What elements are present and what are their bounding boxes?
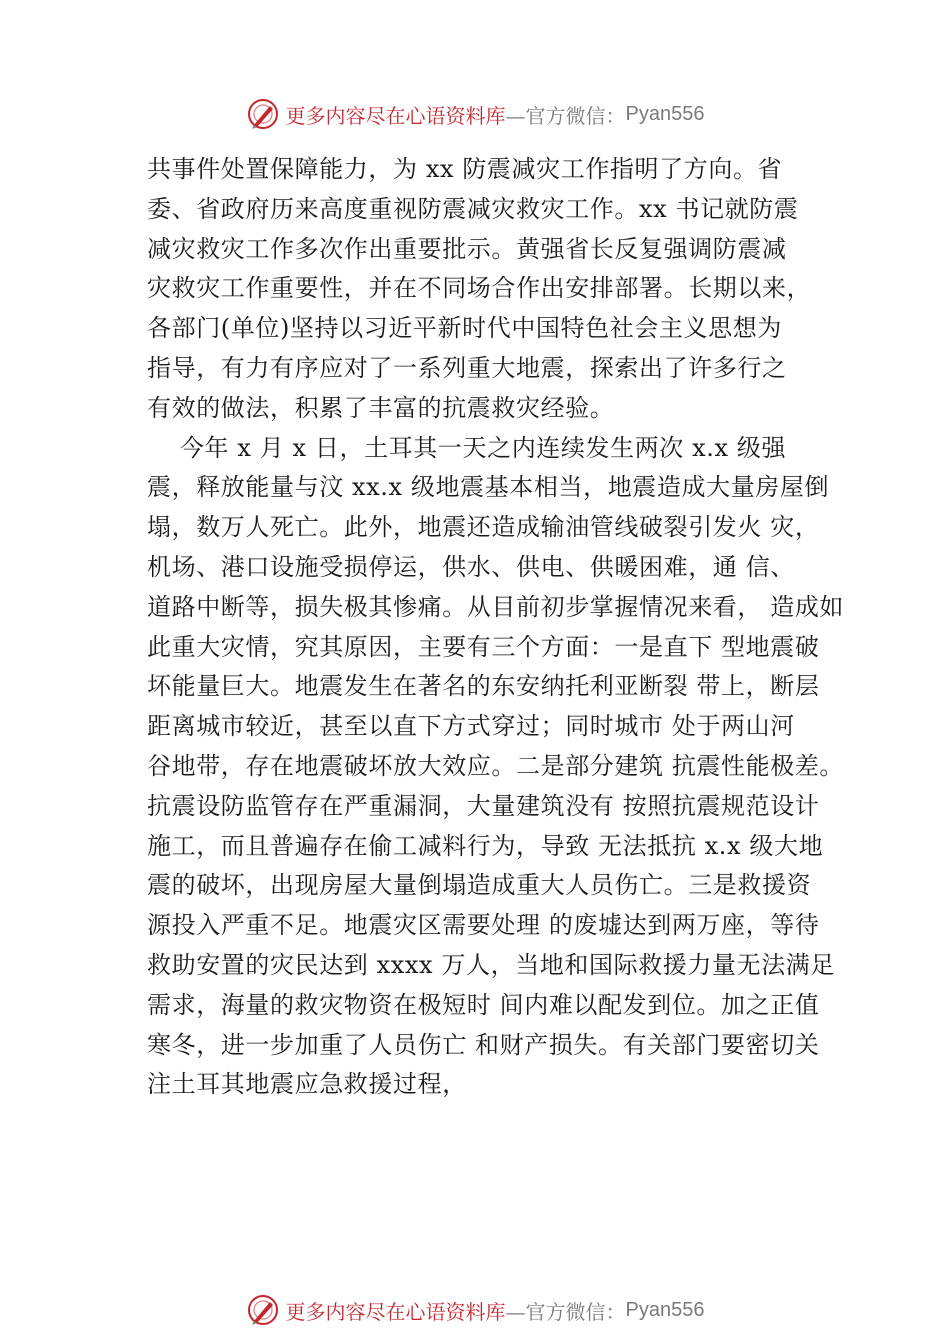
text-line: 委、省政府历来高度重视防震减灾救灾工作。xx 书记就防震 — [147, 194, 799, 223]
banner-brand-text: 更多内容尽在心语资料库 — [285, 103, 506, 128]
text-line: 距离城市较近，甚至以直下方式穿过；同时城市 处于两山河 — [147, 712, 795, 741]
text-line: 塌，数万人死亡。此外，地震还造成输油管线破裂引发火 灾， — [147, 513, 820, 542]
text-line: 抗震设防监管存在严重漏洞，大量建筑没有 按照抗震规范设计 — [147, 791, 820, 820]
text-line: 救助安置的灾民达到 xxxx 万人，当地和国际救援力量无法满足 — [147, 950, 835, 979]
banner-wechat-id: Pyan556 — [625, 1298, 705, 1321]
text-line: 施工，而且普遍存在偷工减料行为，导致 无法抵抗 x.x 级大地 — [147, 831, 824, 860]
text-line: 寒冬，进一步加重了人员伤亡 和财产损失。有关部门要密切关 — [147, 1030, 820, 1059]
pen-logo-icon — [246, 97, 280, 131]
banner-official-label: —官方微信： — [505, 1299, 626, 1324]
text-line: 今年 x 月 x 日，土耳其一天之内连续发生两次 x.x 级强 — [147, 433, 787, 462]
header-banner — [0, 94, 950, 134]
text-line: 谷地带，存在地震破坏放大效应。二是部分建筑 抗震性能极差。 — [147, 751, 845, 780]
pen-logo-icon — [246, 1293, 280, 1327]
text-line: 震，释放能量与汶 xx.x 级地震基本相当，地震造成大量房屋倒 — [147, 473, 830, 502]
text-line: 震的破坏，出现房屋大量倒塌造成重大人员伤亡。三是救援资 — [147, 871, 812, 900]
text-line: 共事件处置保障能力，为 xx 防震减灾工作指明了方向。省 — [147, 155, 783, 183]
text-line: 机场、港口设施受损停运，供水、供电、供暖困难，通 信、 — [147, 552, 795, 581]
text-line: 需求，海量的救灾物资在极短时 间内难以配发到位。加之正值 — [147, 990, 820, 1019]
banner-official-label: —官方微信： — [505, 103, 626, 128]
document-body — [147, 150, 845, 1105]
text-line: 源投入严重不足。地震灾区需要处理 的废墟达到两万座，等待 — [147, 911, 820, 940]
text-line: 注土耳其地震应急救援过程， — [147, 1070, 467, 1099]
banner-brand-text: 更多内容尽在心语资料库 — [285, 1299, 506, 1324]
text-line: 指导，有力有序应对了一系列重大地震，探索出了许多行之 — [147, 353, 787, 382]
banner-wechat-id: Pyan556 — [625, 102, 705, 125]
footer-banner — [0, 1290, 950, 1330]
text-line: 各部门(单位)坚持以习近平新时代中国特色社会主义思想为 — [147, 314, 782, 343]
text-line: 道路中断等，损失极其惨痛。从目前初步掌握情况来看， 造成如 — [147, 592, 845, 621]
text-line: 坏能量巨大。地震发生在著名的东安纳托利亚断裂 带上，断层 — [147, 672, 820, 701]
text-line: 灾救灾工作重要性，并在不同场合作出安排部署。长期以来， — [147, 274, 812, 303]
text-line: 此重大灾情，究其原因，主要有三个方面：一是直下 型地震破 — [147, 632, 820, 661]
text-line: 有效的做法，积累了丰富的抗震救灾经验。 — [147, 393, 615, 422]
text-line: 减灾救灾工作多次作出重要批示。黄强省长反复强调防震减 — [147, 234, 787, 263]
